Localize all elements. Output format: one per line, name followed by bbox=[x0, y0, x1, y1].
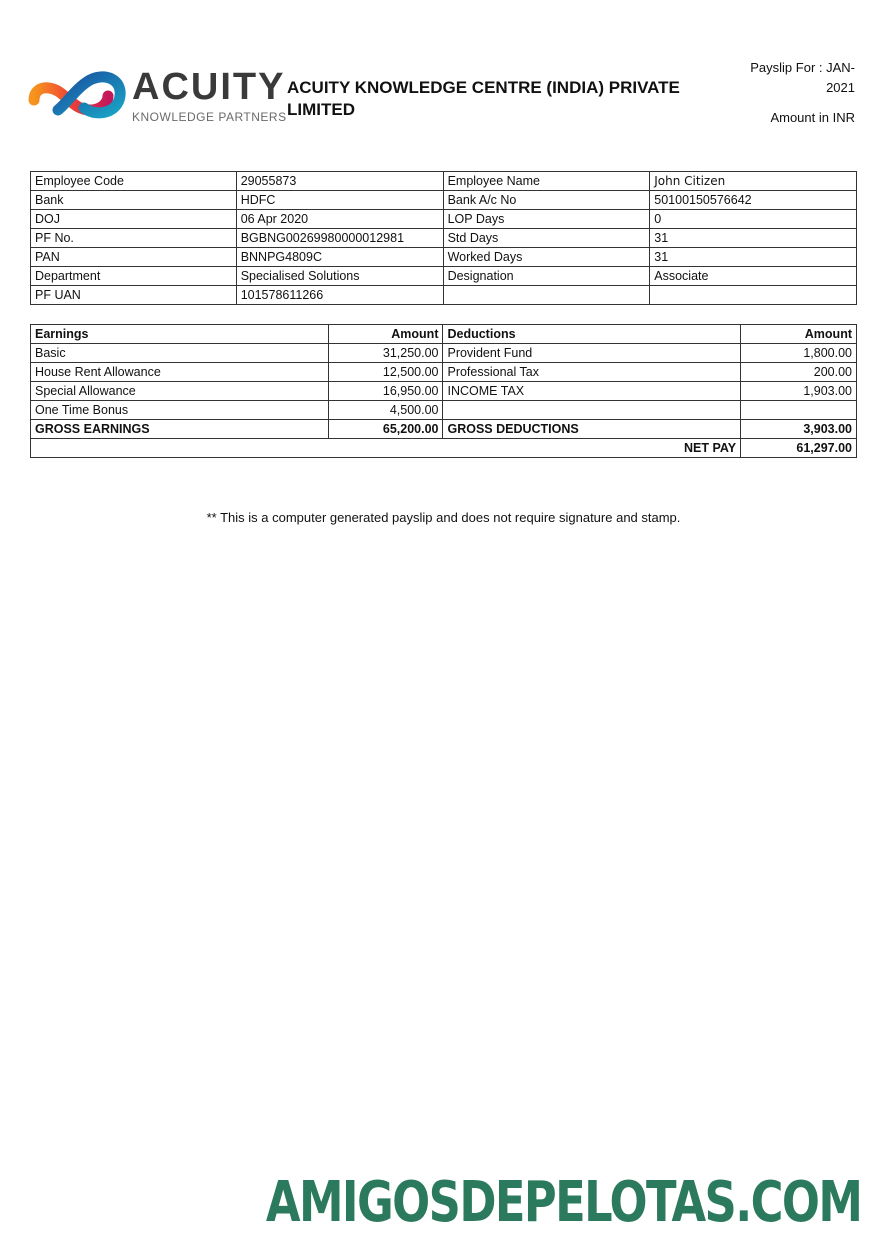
department-label: Department bbox=[31, 267, 237, 286]
watermark: AMIGOSDEPELOTAS.COM bbox=[265, 1170, 861, 1235]
date-of-joining: 06 Apr 2020 bbox=[236, 210, 443, 229]
table-row bbox=[31, 401, 857, 420]
earning-amount: 31,250.00 bbox=[328, 344, 443, 363]
designation: Associate bbox=[650, 267, 857, 286]
empty-cell bbox=[741, 401, 857, 420]
department: Specialised Solutions bbox=[236, 267, 443, 286]
table-row bbox=[31, 229, 857, 248]
payslip-period: Payslip For : JAN-2021 bbox=[750, 60, 855, 95]
table-row bbox=[31, 267, 857, 286]
company-logo bbox=[28, 62, 288, 134]
earnings-header: Earnings bbox=[31, 325, 329, 344]
currency-note: Amount in INR bbox=[770, 110, 855, 125]
totals-row bbox=[31, 420, 857, 439]
gross-earnings: 65,200.00 bbox=[328, 420, 443, 439]
gross-deductions: 3,903.00 bbox=[741, 420, 857, 439]
logo-tagline: KNOWLEDGE PARTNERS bbox=[132, 110, 287, 124]
table-row bbox=[31, 248, 857, 267]
doj-label: DOJ bbox=[31, 210, 237, 229]
pf-number-label: PF No. bbox=[31, 229, 237, 248]
employee-name: John Citizen bbox=[650, 172, 857, 191]
earning-label: Special Allowance bbox=[31, 382, 329, 401]
deduction-label: Provident Fund bbox=[443, 344, 741, 363]
earning-amount: 4,500.00 bbox=[328, 401, 443, 420]
worked-days: 31 bbox=[650, 248, 857, 267]
net-pay-label: NET PAY bbox=[31, 439, 741, 458]
bank-label: Bank bbox=[31, 191, 237, 210]
earning-label: One Time Bonus bbox=[31, 401, 329, 420]
earning-amount: 12,500.00 bbox=[328, 363, 443, 382]
empty-cell bbox=[443, 401, 741, 420]
table-row bbox=[31, 286, 857, 305]
net-pay: 61,297.00 bbox=[741, 439, 857, 458]
deduction-label: Professional Tax bbox=[443, 363, 741, 382]
bank-name: HDFC bbox=[236, 191, 443, 210]
deduction-amount: 1,800.00 bbox=[741, 344, 857, 363]
table-row bbox=[31, 172, 857, 191]
infinity-logo-icon bbox=[28, 66, 128, 130]
designation-label: Designation bbox=[443, 267, 650, 286]
company-name: ACUITY KNOWLEDGE CENTRE (INDIA) PRIVATE LIMITED bbox=[287, 78, 680, 119]
employee-code: 29055873 bbox=[236, 172, 443, 191]
empty-cell bbox=[650, 286, 857, 305]
earning-amount: 16,950.00 bbox=[328, 382, 443, 401]
earnings-amount-header: Amount bbox=[328, 325, 443, 344]
deduction-amount: 1,903.00 bbox=[741, 382, 857, 401]
bank-account-label: Bank A/c No bbox=[443, 191, 650, 210]
deduction-label: INCOME TAX bbox=[443, 382, 741, 401]
table-header-row bbox=[31, 325, 857, 344]
std-days: 31 bbox=[650, 229, 857, 248]
pf-number: BGBNG00269980000012981 bbox=[236, 229, 443, 248]
table-row bbox=[31, 382, 857, 401]
worked-days-label: Worked Days bbox=[443, 248, 650, 267]
earning-label: Basic bbox=[31, 344, 329, 363]
pan-label: PAN bbox=[31, 248, 237, 267]
net-pay-row bbox=[31, 439, 857, 458]
employee-code-label: Employee Code bbox=[31, 172, 237, 191]
employee-info-table bbox=[30, 171, 857, 305]
table-row bbox=[31, 210, 857, 229]
employee-name-label: Employee Name bbox=[443, 172, 650, 191]
bank-account-number: 50100150576642 bbox=[650, 191, 857, 210]
pf-uan-label: PF UAN bbox=[31, 286, 237, 305]
logo-wordmark: ACUITY bbox=[132, 66, 286, 108]
earning-label: House Rent Allowance bbox=[31, 363, 329, 382]
earnings-deductions-table bbox=[30, 324, 857, 458]
pan-number: BNNPG4809C bbox=[236, 248, 443, 267]
empty-cell bbox=[443, 286, 650, 305]
footer-note: ** This is a computer generated payslip and does not require signature and stamp. bbox=[206, 510, 681, 525]
lop-days: 0 bbox=[650, 210, 857, 229]
std-days-label: Std Days bbox=[443, 229, 650, 248]
gross-deductions-label: GROSS DEDUCTIONS bbox=[443, 420, 741, 439]
deductions-amount-header: Amount bbox=[741, 325, 857, 344]
deductions-header: Deductions bbox=[443, 325, 741, 344]
gross-earnings-label: GROSS EARNINGS bbox=[31, 420, 329, 439]
deduction-amount: 200.00 bbox=[741, 363, 857, 382]
table-row bbox=[31, 344, 857, 363]
table-row bbox=[31, 363, 857, 382]
pf-uan: 101578611266 bbox=[236, 286, 443, 305]
lop-days-label: LOP Days bbox=[443, 210, 650, 229]
table-row bbox=[31, 191, 857, 210]
